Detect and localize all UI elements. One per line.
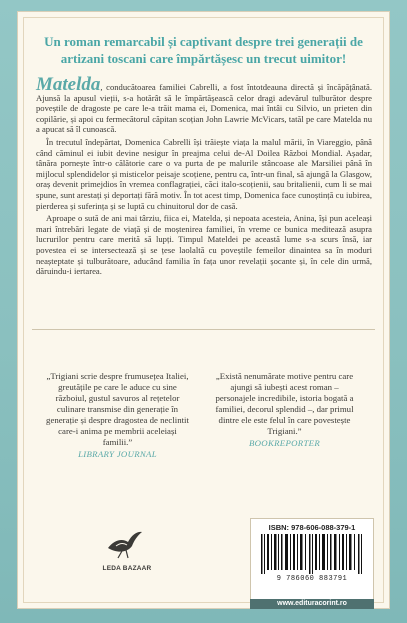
review-quote-right [212,371,357,449]
synopsis-paragraph-1 [36,74,372,135]
review-source: BOOKREPORTER [248,438,321,448]
barcode-number: 9 786060 883791 [276,575,348,583]
section-divider [32,329,375,330]
drop-cap-name: Matelda [36,74,101,95]
barcode-label [250,518,374,600]
publisher-website: www.edituracorint.ro [250,599,374,609]
synopsis-paragraph-1-text: , conducătoarea familiei Cabrelli, a fost întotdeauna directă și încăpățânată. Ajunsă la apusul vieții, s-a hotărât să le împărtășească celor dragi adevărul tulburător despre poveștile de dragoste pe care le-a trăit mama ei, Domenica, mai întâi cu Silvio, un prieten din copilărie, și apoi cu fermecătorul căpitan scoțian John Lawrie McVicars, tatăl pe care Matelda nu a apucat să îl cunoască. [36,82,372,135]
synopsis-paragraph-2: În trecutul îndepărtat, Domenica Cabrelli își trăiește viața la malul mării, în Viareggio, până când căminul ei iubit devine nesigur în preajma celui de-Al Doilea Război Mondial. Așadar, tânăra pornește într-o călătorie care o va purta de pe malurile stâncoase ale Marsiliei până în mijlocul splendidelor și misticelor peisaje scoțiene, pentru ca, într-un final, să ajungă la Glasgow, oraș devenit primejdios în vremea conflagrației, căci italo-scoțienii, sau britalienii, cum li se mai spune, sunt arestați și deportați fără motiv. În tot acest timp, Domenica face cunoștință cu iubirea, pierderea și suferința și se luptă cu chinuitorul dor de casă. [36,136,372,211]
intro-headline: Un roman remarcabil și captivant despre trei generații de artizani toscani care împărtășesc un trecut uimitor! [44,34,363,66]
bird-icon [102,522,144,564]
barcode-icon [261,534,363,574]
isbn-text: ISBN: 978-606-088-379-1 [268,523,356,532]
synopsis-paragraph-3: Aproape o sută de ani mai târziu, fiica ei, Matelda, și nepoata acesteia, Anina, își pun aceleași mari întrebări legate de viață și de moștenirea familiei, în vreme ce bunica meditează asupra lucrurilor pentru care merită să lupți. Timpul Mateldei pe această lume s-a scurs însă, iar povestea ei se intersectează și se țese laolaltă cu poveștile femeilor dinaintea sa în moduri neașteptate și tulburătoare, aducând familia în fața unor revelații șocante și, în cele din urmă, dăruindu-i iertarea. [36,213,372,277]
synopsis [36,74,372,279]
publisher-logo-text: LEDA BAZAAR [102,565,152,572]
review-quote-text: „Trigiani scrie despre frumusețea Italiei, greutățile pe care le aduce cu sine războiul, gustul savuros al rețetelor culinare transmise din generație în generație și despre dragostea de neclintit care-i anima pe membrii aceleiași familii.” [46,371,189,447]
review-quote-left [45,371,190,460]
review-source: LIBRARY JOURNAL [78,449,157,459]
review-quote-text: „Există nenumărate motive pentru care ajungi să iubești acest roman – personajele incredibile, istoria bogată a familiei, decorul splendid –, dar primul dintre ele este felul în care povestește Trigiani.” [215,371,354,436]
